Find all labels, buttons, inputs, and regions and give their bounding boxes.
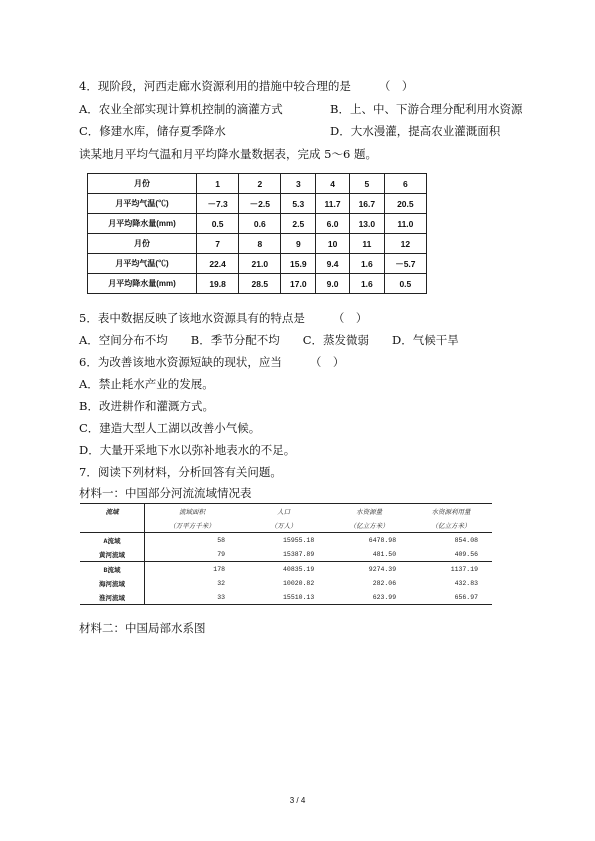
- basin-value: 854.08: [454, 536, 478, 544]
- climate-table-row: [88, 254, 427, 274]
- climate-data-table: [87, 173, 427, 294]
- basin-name: 黄河流域: [80, 547, 145, 562]
- climate-cell: 5.3: [281, 194, 316, 214]
- basin-name: 淮河流域: [80, 590, 145, 605]
- basin-value: 15510.13: [239, 590, 328, 605]
- page-number: 3 / 4: [289, 796, 306, 805]
- basin-value: 623.99: [328, 590, 410, 605]
- climate-cell: 9.4: [316, 254, 350, 274]
- climate-cell: 15.9: [281, 254, 316, 274]
- climate-cell: 11.0: [384, 214, 426, 234]
- climate-cell: 10: [316, 234, 350, 254]
- basin-value: 33: [145, 590, 240, 605]
- q6-stem-text: 6．为改善该地水资源短缺的现状，应当: [79, 355, 282, 369]
- climate-cell: 22.4: [197, 254, 239, 274]
- q5-stem-text: 5．表中数据反映了该地水资源具有的特点是: [79, 311, 305, 325]
- q7-stem: 7．阅读下列材料，分析回答有关问题。: [79, 465, 282, 479]
- basin-value: 432.83: [454, 579, 478, 587]
- q6-option-d: D．大量开采地下水以弥补地表水的不足。: [79, 443, 296, 457]
- climate-row-label: 月份: [88, 174, 197, 194]
- climate-cell: 0.5: [384, 274, 426, 294]
- climate-cell: 1: [197, 174, 239, 194]
- basin-name: 海河流域: [99, 580, 125, 588]
- q4-option-d: D．大水漫灌，提高农业灌溉面积: [330, 124, 501, 138]
- climate-cell: 13.0: [349, 214, 384, 234]
- basin-header-cell: （亿立方米）: [410, 518, 492, 533]
- climate-cell: 16.7: [349, 194, 384, 214]
- intro-questions-5-6: 读某地月平均气温和月平均降水量数据表，完成 5～6 题。: [79, 147, 377, 161]
- q5-stem: [79, 310, 367, 326]
- q4-option-c: C．修建水库，储存夏季降水: [79, 124, 226, 138]
- climate-cell: 28.5: [239, 274, 281, 294]
- basin-header-cell: 水资源利用量: [410, 504, 492, 519]
- basin-value: 6478.98: [368, 536, 397, 544]
- basin-value: 481.50: [328, 547, 410, 562]
- climate-cell: 3: [281, 174, 316, 194]
- climate-row-label: 月平均降水量(mm): [88, 274, 197, 294]
- climate-table-row: [88, 274, 427, 294]
- q5-options: A．空间分布不均 B．季节分配不均 C．蒸发微弱 D．气候干旱: [79, 333, 459, 347]
- climate-cell: 0.6: [239, 214, 281, 234]
- climate-cell: 21.0: [239, 254, 281, 274]
- climate-row-label: 月平均气温(℃): [88, 254, 197, 274]
- climate-table-row: [88, 194, 427, 214]
- q4-answer-paren: （ ）: [378, 79, 414, 93]
- q6-option-c: C．建造大型人工湖以改善小气候。: [79, 421, 261, 435]
- climate-cell: 6: [384, 174, 426, 194]
- basin-table-row: [80, 547, 492, 562]
- basin-value: 9274.39: [368, 565, 397, 573]
- climate-cell: 11.7: [316, 194, 350, 214]
- climate-cell: 20.5: [384, 194, 426, 214]
- basin-value: 282.06: [372, 579, 397, 587]
- basin-value: 409.56: [410, 547, 492, 562]
- basin-header-cell: （万人）: [239, 518, 328, 533]
- climate-cell: －5.7: [384, 254, 426, 274]
- climate-cell: 6.0: [316, 214, 350, 234]
- climate-cell: 8: [239, 234, 281, 254]
- basin-header-cell: 人口: [239, 504, 328, 519]
- q6-answer-paren: （ ）: [309, 355, 345, 369]
- basin-value: 79: [145, 547, 240, 562]
- basin-table-row: [80, 533, 492, 548]
- climate-cell: 0.5: [197, 214, 239, 234]
- climate-cell: 17.0: [281, 274, 316, 294]
- climate-cell: 4: [316, 174, 350, 194]
- basin-value: 178: [145, 562, 240, 577]
- basin-header-cell: 水资源量: [328, 504, 410, 519]
- climate-table-row: [88, 214, 427, 234]
- basin-value: 656.97: [410, 590, 492, 605]
- q6-stem: [79, 354, 344, 370]
- climate-cell: 9: [281, 234, 316, 254]
- climate-row-label: 月平均气温(℃): [88, 194, 197, 214]
- basin-value: 1137.19: [450, 565, 478, 573]
- basin-value: 15387.89: [239, 547, 328, 562]
- river-basin-table: [80, 503, 492, 605]
- climate-cell: 5: [349, 174, 384, 194]
- q6-option-b: B．改进耕作和灌溉方式。: [79, 399, 214, 413]
- climate-cell: 7: [197, 234, 239, 254]
- basin-table-row: [80, 590, 492, 605]
- basin-table-header-row: [80, 518, 492, 533]
- basin-table-row: [80, 576, 492, 590]
- q4-option-a: A．农业全部实现计算机控制的滴灌方式: [79, 102, 283, 116]
- climate-cell: 12: [384, 234, 426, 254]
- climate-cell: 19.8: [197, 274, 239, 294]
- material1-title: 材料一：中国部分河流流域情况表: [79, 486, 252, 500]
- climate-cell: －2.5: [239, 194, 281, 214]
- basin-table-row: [80, 562, 492, 577]
- climate-cell: 9.0: [316, 274, 350, 294]
- basin-name: B流域: [103, 566, 121, 574]
- climate-row-label: 月平均降水量(mm): [88, 214, 197, 234]
- basin-value: 10020.82: [283, 579, 315, 587]
- basin-header-cell: 流域: [80, 504, 145, 519]
- material2-title: 材料二：中国局部水系图: [79, 621, 206, 635]
- basin-value: 15955.18: [283, 536, 315, 544]
- climate-cell: 2.5: [281, 214, 316, 234]
- q4-option-b: B．上、中、下游合理分配利用水资源: [330, 102, 523, 116]
- basin-header-cell: （万平方千米）: [145, 518, 240, 533]
- basin-name: A流域: [103, 537, 121, 545]
- basin-header-cell: （亿立方米）: [328, 518, 410, 533]
- basin-value: 58: [145, 533, 240, 548]
- basin-table-header-row: [80, 504, 492, 519]
- basin-header-cell: 流域面积: [145, 504, 240, 519]
- climate-table-row: [88, 174, 427, 194]
- climate-cell: －7.3: [197, 194, 239, 214]
- q4-stem: [79, 78, 413, 94]
- climate-cell: 1.6: [349, 274, 384, 294]
- climate-cell: 2: [239, 174, 281, 194]
- climate-cell: 11: [349, 234, 384, 254]
- climate-table-row: [88, 234, 427, 254]
- q5-answer-paren: （ ）: [332, 311, 368, 325]
- basin-value: 40835.19: [283, 565, 315, 573]
- climate-cell: 1.6: [349, 254, 384, 274]
- q4-stem-text: 4．现阶段，河西走廊水资源利用的措施中较合理的是: [79, 79, 351, 93]
- basin-value: 32: [145, 576, 240, 590]
- climate-row-label: 月份: [88, 234, 197, 254]
- q6-option-a: A．禁止耗水产业的发展。: [79, 377, 214, 391]
- basin-header-cell: [80, 518, 145, 533]
